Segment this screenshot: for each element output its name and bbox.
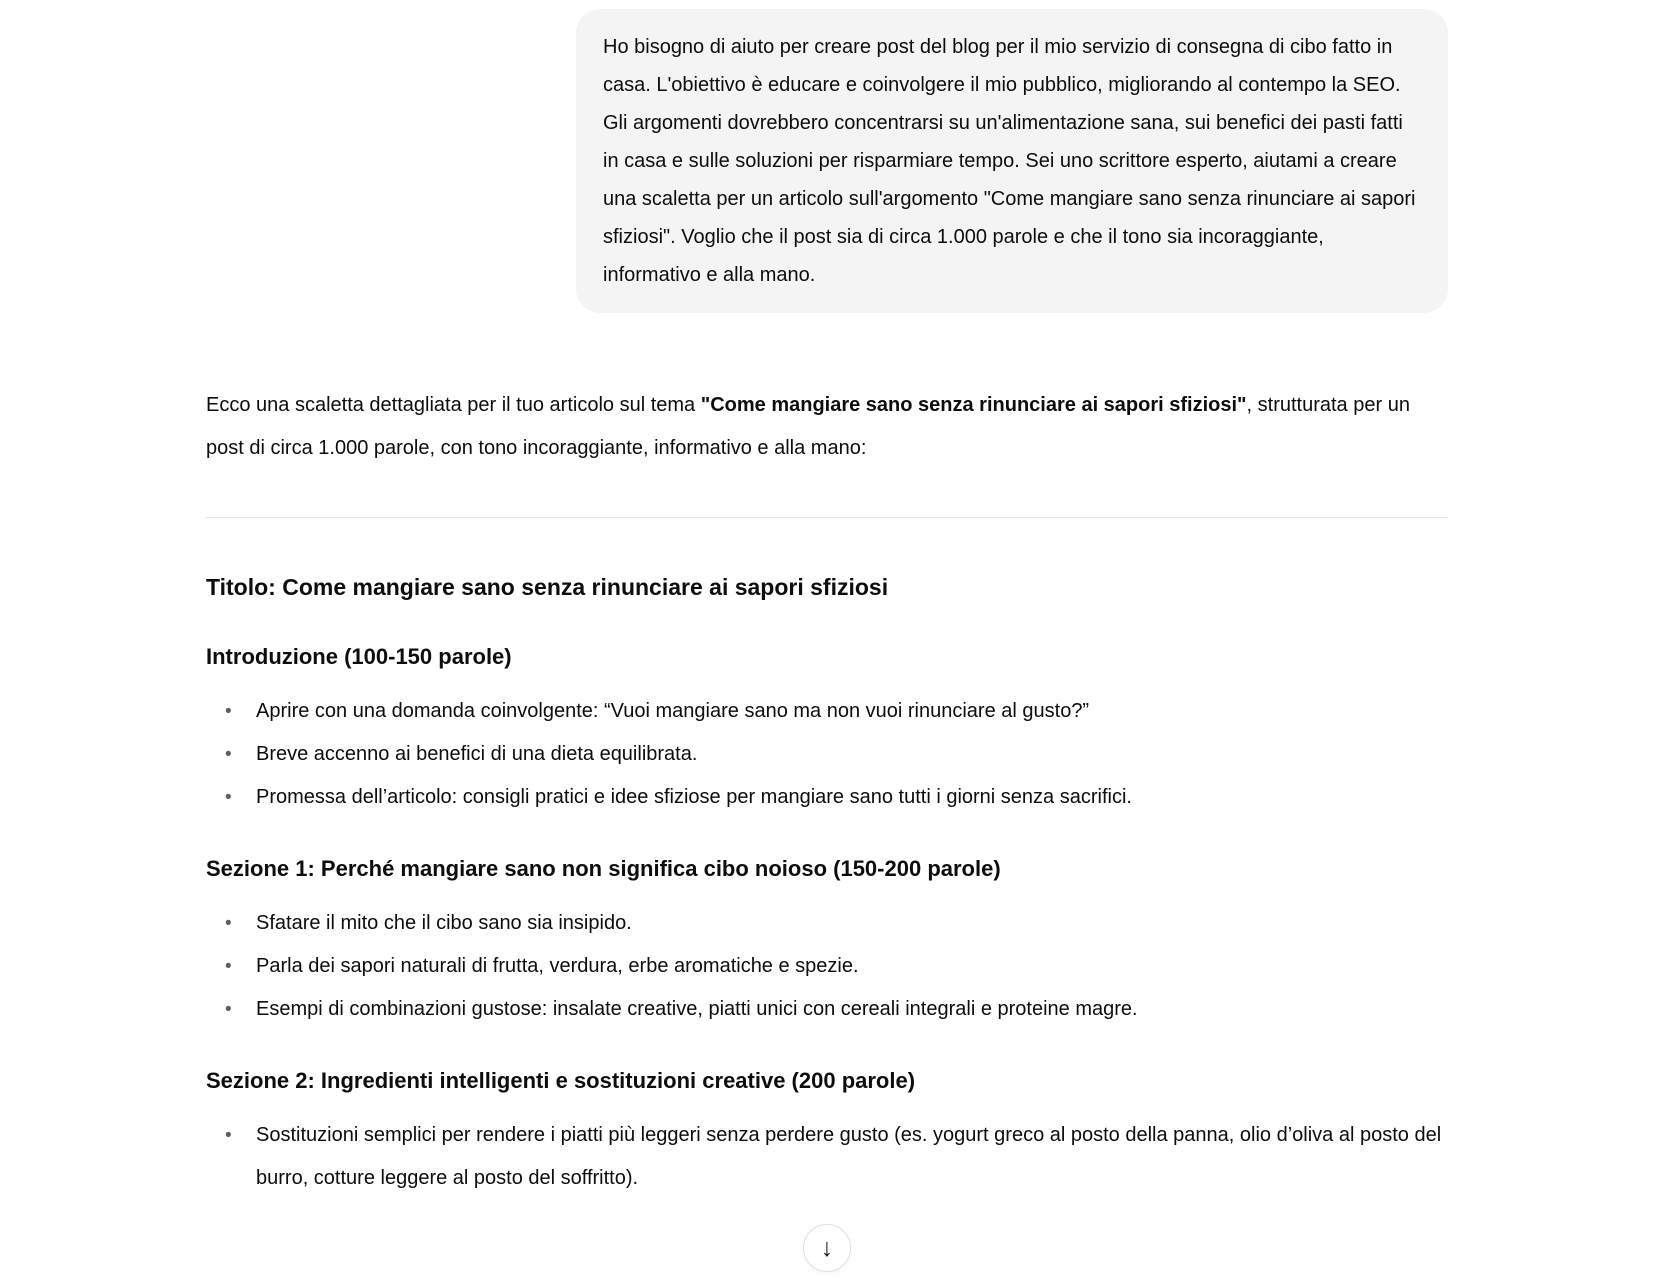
- arrow-down-icon: ↓: [820, 1233, 834, 1262]
- user-message-bubble: Ho bisogno di aiuto per creare post del blog per il mio servizio di consegna di cibo fatto in casa. L'obiettivo è educare e coinvolgere il mio pubblico, migliorando al contempo la SEO. Gli argomenti dovrebbero concentrarsi su un'alimentazione sana, sui benefici dei pasti fatti in casa e sulle soluzioni per risparmiare tempo. Sei uno scrittore esperto, aiutami a creare una scaletta per un articolo sull'argomento "Come mangiare sano senza rinunciare ai sapori sfiziosi". Voglio che il post sia di circa 1.000 parole e che il tono sia incoraggiante, informativo e alla mano.: [576, 9, 1448, 313]
- list-item: • Sostituzioni semplici per rendere i piatti più leggeri senza perdere gusto (es. yogurt greco al posto della panna, olio d’oliva al posto del burro, cotture leggere al posto del soffritto).: [256, 1114, 1448, 1200]
- section-sezione-2: [206, 1066, 1448, 1200]
- user-message-row: [206, 9, 1448, 313]
- bullet-list-sezione-2: [206, 1114, 1448, 1200]
- bullet-list-sezione-1: [206, 902, 1448, 1031]
- list-item: • Aprire con una domanda coinvolgente: “Vuoi mangiare sano ma non vuoi rinunciare al gusto?”: [256, 690, 1448, 733]
- list-item: • Breve accenno ai benefici di una dieta equilibrata.: [256, 733, 1448, 776]
- section-introduzione: [206, 642, 1448, 819]
- section-heading-sezione-2: Sezione 2: Ingredienti intelligenti e sostituzioni creative (200 parole): [206, 1068, 916, 1093]
- list-item: • Sfatare il mito che il cibo sano sia insipido.: [256, 902, 1448, 945]
- scroll-to-bottom-button[interactable]: [803, 1224, 851, 1272]
- chat-column: [206, 0, 1448, 1200]
- list-item: • Esempi di combinazioni gustose: insalate creative, piatti unici con cereali integrali e proteine magre.: [256, 988, 1448, 1031]
- assistant-intro-bold-title: "Come mangiare sano senza rinunciare ai sapori sfiziosi": [700, 394, 1247, 416]
- outline-title-heading: Titolo: Come mangiare sano senza rinunciare ai sapori sfiziosi: [206, 574, 889, 600]
- assistant-intro-paragraph: [206, 384, 1448, 470]
- assistant-intro-text-end: , strutturata per un post di circa 1.000 parole, con tono incoraggiante, informativo e alla mano:: [206, 394, 1410, 459]
- section-heading-sezione-1: Sezione 1: Perché mangiare sano non significa cibo noioso (150-200 parole): [206, 856, 1001, 881]
- section-divider: [206, 517, 1448, 518]
- list-item: • Parla dei sapori naturali di frutta, verdura, erbe aromatiche e spezie.: [256, 945, 1448, 988]
- assistant-message: [206, 384, 1448, 1200]
- assistant-intro-text-start: Ecco una scaletta dettagliata per il tuo articolo sul tema: [206, 394, 701, 416]
- list-item: • Promessa dell’articolo: consigli pratici e idee sfiziose per mangiare sano tutti i giorni senza sacrifici.: [256, 776, 1448, 819]
- section-sezione-1: [206, 854, 1448, 1031]
- section-heading-introduzione: Introduzione (100-150 parole): [206, 644, 512, 669]
- bullet-list-introduzione: [206, 690, 1448, 819]
